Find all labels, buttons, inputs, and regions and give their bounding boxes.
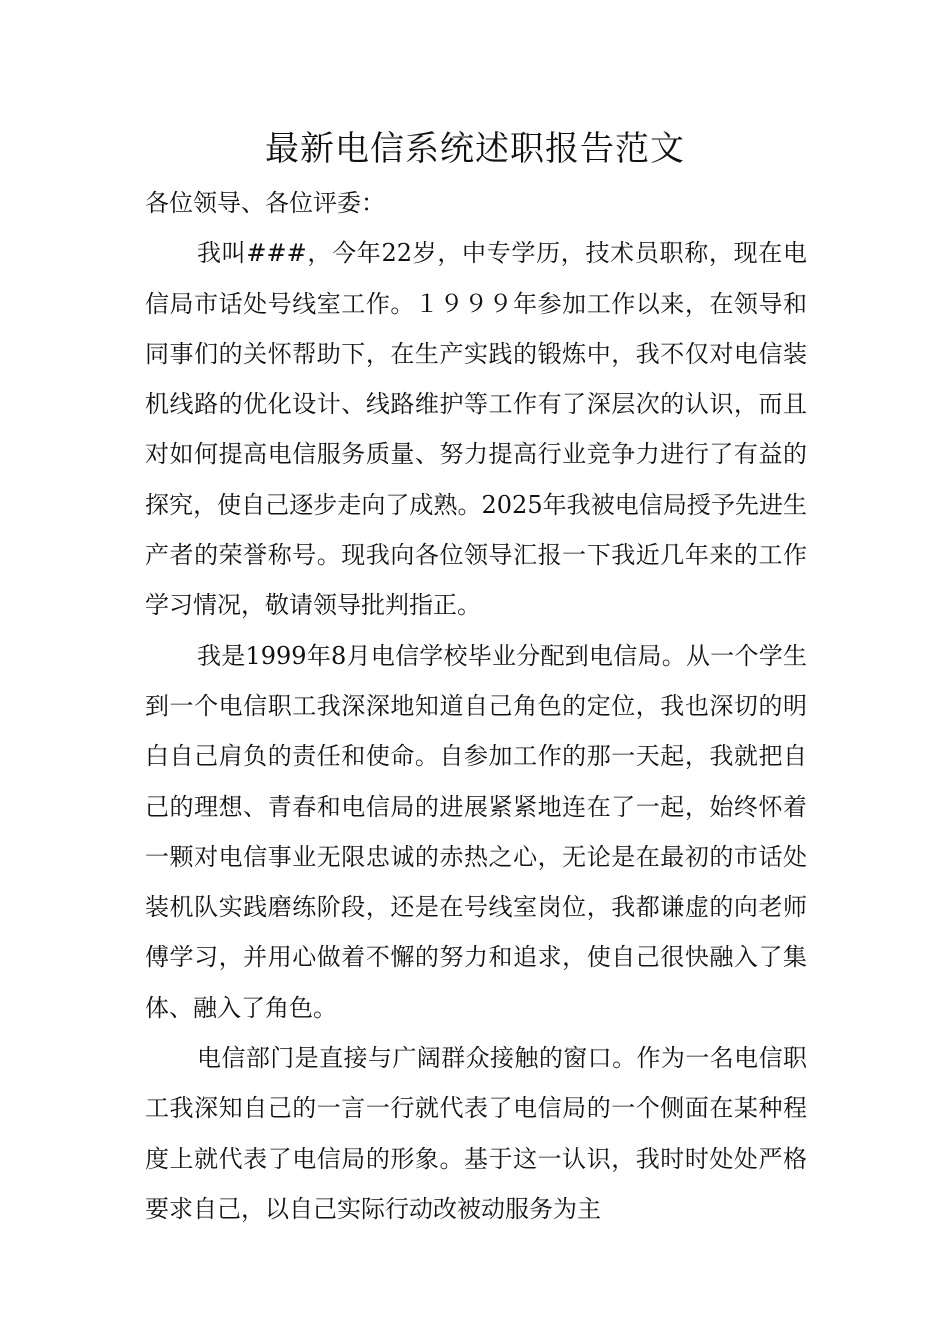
salutation: 各位领导、各位评委： xyxy=(145,189,385,217)
paragraph-2: 我是1999年8月电信学校毕业分配到电信局。从一个学生到一个电信职工我深深地知道自己角色的定位，我也深切的明白自己肩负的责任和使命。自参加工作的那一天起，我就把自己的理想、青春和电信局的进展紧紧地连在了一起，始终怀着一颗对电信事业无限忠诚的赤热之心，无论是在最初的市话处装机队实践磨练阶段，还是在号线室岗位，我都谦虚的向老师傅学习，并用心做着不懈的努力和追求，使自己很快融入了集体、融入了角色。 xyxy=(145,641,807,1022)
paragraph-1: 我叫###，今年22岁，中专学历，技术员职称，现在电信局市话处号线室工作。１９９９年参加工作以来，在领导和同事们的关怀帮助下，在生产实践的锻炼中，我不仅对电信装机线路的优化设计、线路维护等工作有了深层次的认识，而且对如何提高电信服务质量、努力提高行业竞争力进行了有益的探究，使自己逐步走向了成熟。2025年我被电信局授予先进生产者的荣誉称号。现我向各位领导汇报一下我近几年来的工作学习情况，敬请领导批判指正。 xyxy=(145,239,807,620)
document-body xyxy=(145,178,807,1234)
document-title: 最新电信系统述职报告范文 xyxy=(265,129,685,169)
paragraph-3: 电信部门是直接与广阔群众接触的窗口。作为一名电信职工我深知自己的一言一行就代表了电信局的一个侧面在某种程度上就代表了电信局的形象。基于这一认识，我时时处处严格要求自己，以自己实际行动改被动服务为主 xyxy=(145,1044,807,1223)
